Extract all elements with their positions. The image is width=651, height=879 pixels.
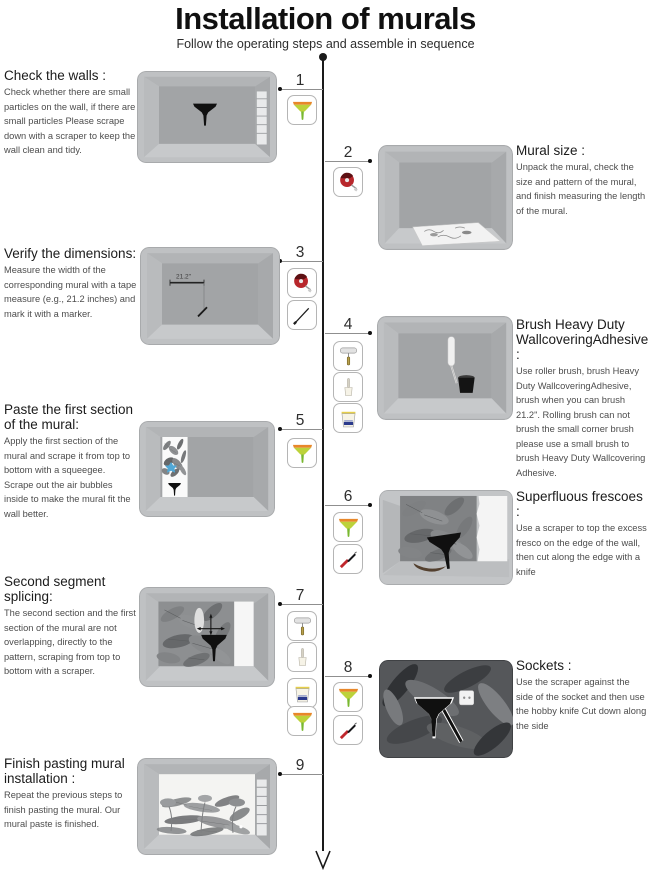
step3-body: Measure the width of the corresponding mural with a tape measure (e.g., 21.2 inches) and mark it with a marker.	[4, 265, 137, 319]
step1-number: 1	[295, 72, 305, 89]
step9-title: Finish pasting mural installation :	[4, 756, 125, 787]
step1-connector-dot	[278, 87, 282, 91]
step9-number: 9	[295, 757, 305, 774]
step6-tool-scraper	[333, 512, 363, 542]
tape-measure-icon	[291, 272, 314, 295]
step2-title: Mural size :	[516, 143, 586, 158]
step1-connector	[282, 89, 323, 90]
scraper-icon	[291, 99, 314, 122]
knife-icon	[337, 548, 360, 571]
step9-image	[137, 758, 277, 855]
adhesive-pot	[458, 378, 475, 393]
step8-connector	[325, 676, 369, 677]
scraper-icon	[291, 710, 314, 733]
torn-white-strip	[477, 496, 508, 561]
step7-title: Second segment splicing:	[4, 574, 106, 605]
step8-tool-scraper	[333, 682, 363, 712]
step8-image	[379, 660, 513, 758]
bucket-icon	[291, 682, 314, 705]
bucket-icon	[337, 407, 360, 430]
step4-text-block	[516, 317, 649, 480]
wall-socket	[459, 691, 473, 705]
step1-text-block	[4, 68, 137, 158]
step4-connector	[325, 333, 369, 334]
step7-tool-paint-roller	[287, 611, 317, 641]
step8-text-block	[516, 658, 649, 733]
step4-tool-paint-roller	[333, 341, 363, 371]
step4-body: Use roller brush, brush Heavy Duty WallcoveringAdhesive, brush when you can brush 21.2". Rolling brush can not brush the small corner brush please use a small brush to brush Heavy Duty Wallcovering Adhesive.	[516, 366, 646, 478]
step2-number: 2	[343, 144, 353, 161]
step4-connector-dot	[368, 331, 372, 335]
step5-number: 5	[295, 412, 305, 429]
step2-body: Unpack the mural, check the size and pattern of the mural, and finish measuring the length of the mural.	[516, 162, 646, 216]
step6-tool-utility-knife	[333, 544, 363, 574]
marker-icon	[291, 304, 314, 327]
step6-title: Superfluous frescoes :	[516, 489, 643, 520]
step4-image	[377, 316, 513, 420]
step2-image	[378, 145, 513, 250]
step1-title: Check the walls :	[4, 68, 107, 83]
step3-image	[140, 247, 280, 345]
step8-title: Sockets :	[516, 658, 572, 673]
scraper-icon	[337, 516, 360, 539]
step3-connector	[282, 261, 323, 262]
step8-body: Use the scraper against the side of the socket and then use the hobby knife Cut down along the side	[516, 677, 647, 731]
step5-connector	[282, 429, 323, 430]
page-title: Installation of murals	[175, 1, 476, 36]
scraper-icon	[337, 686, 360, 709]
step3-number: 3	[295, 244, 305, 261]
step5-body: Apply the first section of the mural and scrape it from top to bottom with a squeegee. Scrape out the air bubbles inside to make the mural fit the wall better.	[4, 436, 131, 519]
step2-text-block	[516, 143, 649, 218]
step6-body: Use a scraper to top the excess fresco on the edge of the wall, then cut along the edge with a knife	[516, 523, 647, 577]
paint-roller-icon	[291, 615, 314, 638]
step8-connector-dot	[368, 674, 372, 678]
page-subtitle: Follow the operating steps and assemble in sequence	[176, 37, 475, 51]
step6-image	[379, 490, 513, 585]
step7-tool-small-brush	[287, 642, 317, 672]
step9-connector	[282, 774, 323, 775]
step7-text-block	[4, 574, 137, 679]
step6-number: 6	[343, 488, 353, 505]
step7-connector-dot	[278, 602, 282, 606]
step9-connector-dot	[278, 772, 282, 776]
step9-text-block	[4, 756, 137, 832]
step8-tool-utility-knife	[333, 715, 363, 745]
tape-measure-icon	[337, 171, 360, 194]
timeline-line	[322, 57, 324, 851]
knife-icon	[337, 719, 360, 742]
step7-number: 7	[295, 587, 305, 604]
step5-text-block	[4, 402, 137, 521]
paint-roller-icon	[337, 345, 360, 368]
step3-tool-tape-measure	[287, 268, 317, 298]
roller-pad	[448, 337, 455, 366]
step3-tool-marker	[287, 300, 317, 330]
step4-title: Brush Heavy Duty WallcoveringAdhesive :	[516, 317, 649, 363]
step4-tool-adhesive-bucket	[333, 403, 363, 433]
brush-icon	[291, 646, 314, 669]
step2-connector	[325, 161, 369, 162]
step5-image	[139, 421, 275, 517]
scraper-icon	[291, 442, 314, 465]
timeline-arrow-icon	[313, 845, 333, 876]
brush-icon	[337, 376, 360, 399]
step3-text-block	[4, 246, 137, 321]
step7-tool-adhesive-bucket	[287, 678, 317, 708]
step2-tool-tape-measure	[333, 167, 363, 197]
step7-connector	[282, 604, 323, 605]
step1-image	[137, 71, 277, 163]
unpasted-white-panel	[234, 602, 253, 667]
step9-body: Repeat the previous steps to finish pasting the mural. Our mural paste is finished.	[4, 790, 123, 830]
step4-number: 4	[343, 316, 353, 333]
step1-tool-scraper	[287, 95, 317, 125]
measurement-label: 21.2"	[176, 273, 191, 281]
step4-tool-small-brush	[333, 372, 363, 402]
step5-title: Paste the first section of the mural:	[4, 402, 134, 433]
step7-tool-scraper	[287, 706, 317, 736]
step6-text-block	[516, 489, 649, 579]
step7-body: The second section and the first section of the mural are not overlapping, directly to the pattern, scraping from top to bottom with a scraper.	[4, 608, 136, 677]
step5-connector-dot	[278, 427, 282, 431]
step2-connector-dot	[368, 159, 372, 163]
step8-number: 8	[343, 659, 353, 676]
step6-connector-dot	[368, 503, 372, 507]
step7-image	[139, 587, 275, 687]
step5-tool-scraper	[287, 438, 317, 468]
step6-connector	[325, 505, 369, 506]
step3-title: Verify the dimensions:	[4, 246, 137, 261]
step1-body: Check whether there are small particles on the wall, if there are small particles Please scrape down with a scraper to keep the wall clean and tidy.	[4, 87, 136, 156]
